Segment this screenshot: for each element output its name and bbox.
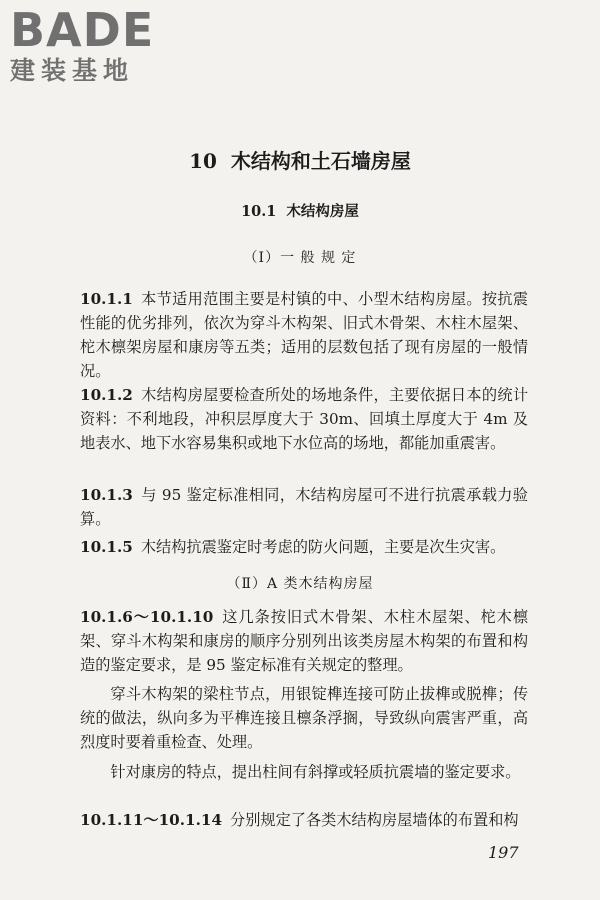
- clause-number: 10.1.6～10.1.10: [80, 608, 214, 626]
- paragraph-10-1-5: [80, 535, 528, 559]
- logo-brand: BADE: [10, 3, 155, 57]
- clause-number: 10.1.5: [80, 538, 133, 556]
- subsection-heading-general: （Ⅰ）一 般 规 定: [243, 250, 357, 266]
- subsection-heading-class-a: （Ⅱ）A 类木结构房屋: [226, 576, 374, 592]
- paragraph-10-1-1: [80, 287, 528, 383]
- paragraph-text: 这几条按旧式木骨架、木柱木屋架、柁木檩架、穿斗木构架和康房的顺序分别列出该类房屋木构架的布置和构造的鉴定要求，是 95 鉴定标准有关规定的整理。: [80, 608, 529, 674]
- section-title: 木结构房屋: [286, 203, 359, 220]
- publisher-logo: [10, 3, 180, 86]
- paragraph-text: 与 95 鉴定标准相同，木结构房屋可不进行抗震承载力验算。: [80, 486, 528, 528]
- section-heading: [0, 200, 600, 221]
- page-number: 197: [488, 843, 519, 862]
- paragraph-text: 本节适用范围主要是村镇的中、小型木结构房屋。按抗震性能的优劣排列，依次为穿斗木构架、旧式木骨架、木柱木屋架、柁木檩架房屋和康房等五类；适用的层数包括了现有房屋的一般情况。: [80, 290, 528, 380]
- paragraph-kang-house: 针对康房的特点，提出柱间有斜撑或轻质抗震墙的鉴定要求。: [110, 763, 521, 781]
- paragraph-text: 木结构房屋要检查所处的场地条件，主要依据日本的统计资料：不利地段，冲积层厚度大于 30m、回填土厚度大于 4m 及地表水、地下水容易集积或地下水位高的场地，都能加重震害。: [80, 386, 528, 452]
- clause-number: 10.1.1: [80, 290, 133, 308]
- clause-number: 10.1.11～10.1.14: [80, 811, 223, 829]
- paragraph-10-1-3: [80, 483, 528, 531]
- paragraph-10-1-11-to-14: [80, 808, 528, 832]
- logo-subtitle: 建装基地: [10, 56, 135, 85]
- paragraph-text: 木结构抗震鉴定时考虑的防火问题，主要是次生灾害。: [140, 538, 506, 556]
- chapter-title: 木结构和土石墙房屋: [230, 149, 411, 173]
- paragraph-joints: 穿斗木构架的梁柱节点，用银锭榫连接可防止拔榫或脱榫；传统的做法，纵向多为平榫连接且檩条浮搁，导致纵向震害严重，高烈度时要着重检查、处理。: [80, 685, 528, 751]
- paragraph-10-1-6-to-10: [80, 605, 528, 677]
- chapter-number: 10: [189, 149, 217, 173]
- clause-number: 10.1.3: [80, 486, 133, 504]
- paragraph-text: 分别规定了各类木结构房屋墙体的布置和构: [230, 811, 519, 829]
- clause-number: 10.1.2: [80, 386, 133, 404]
- chapter-heading: [0, 145, 600, 174]
- section-number: 10.1: [241, 203, 277, 220]
- paragraph-10-1-2: [80, 383, 528, 455]
